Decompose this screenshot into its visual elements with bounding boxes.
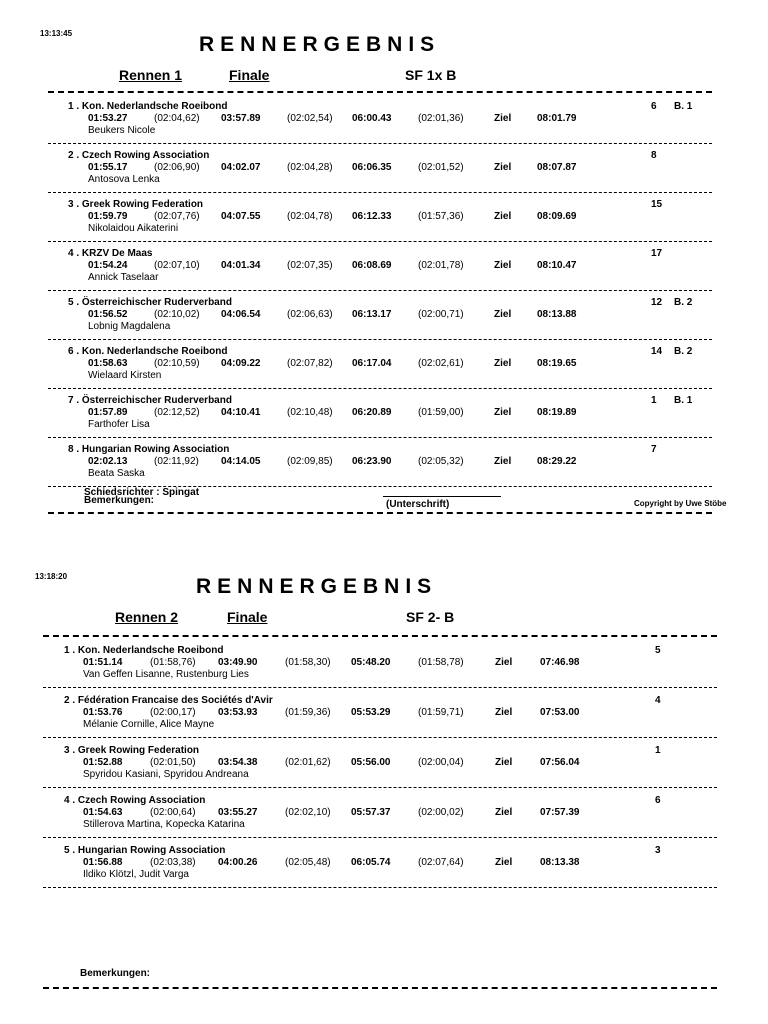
lane-number: 12: [651, 297, 663, 308]
split-pace-500: (02:03,38): [150, 857, 196, 868]
final-time: 08:01.79: [537, 113, 577, 124]
lane-number: 8: [651, 150, 657, 161]
split-pace-500: (02:07,76): [154, 211, 200, 222]
split-time-1000: 04:10.41: [221, 407, 261, 418]
final-time: 07:56.04: [540, 757, 580, 768]
divider: [48, 192, 712, 193]
split-time-1500: 06:13.17: [352, 309, 392, 320]
lane-number: 6: [651, 101, 657, 112]
result-entry: [0, 150, 768, 196]
divider: [43, 737, 717, 738]
race-category: SF 1x B: [405, 67, 457, 83]
split-pace-500: (02:10,02): [154, 309, 200, 320]
divider: [48, 241, 712, 242]
divider: [48, 437, 712, 438]
divider: [48, 290, 712, 291]
divider: [48, 512, 712, 514]
club-name: Kon. Nederlandsche Roeibond: [81, 346, 228, 357]
entry-place: 3: [64, 745, 70, 756]
lane-number: 1: [655, 745, 661, 756]
finish-label: Ziel: [494, 113, 512, 124]
lane-number: 5: [655, 645, 661, 656]
split-time-500: 02:02.13: [88, 456, 128, 467]
result-entry: [0, 346, 768, 392]
split-pace-500: (01:58,76): [150, 657, 196, 668]
split-pace-1500: (01:59,71): [418, 707, 464, 718]
split-pace-1500: (02:02,61): [418, 358, 464, 369]
split-pace-1000: (01:58,30): [285, 657, 331, 668]
split-time-1500: 06:06.35: [352, 162, 392, 173]
result-entry: [0, 645, 768, 691]
entry-club: 4 . Czech Rowing Association: [64, 795, 206, 806]
split-pace-1000: (02:01,62): [285, 757, 331, 768]
split-pace-1500: (02:01,78): [418, 260, 464, 271]
club-name: Österreichischer Ruderverband: [81, 395, 232, 406]
split-time-500: 01:52.88: [83, 757, 123, 768]
club-name: Hungarian Rowing Association: [77, 845, 226, 856]
result-entry: [0, 695, 768, 741]
finish-label: Ziel: [494, 211, 512, 222]
club-name: Czech Rowing Association: [77, 795, 206, 806]
athlete-names: Wielaard Kirsten: [88, 370, 162, 381]
lane-number: 3: [655, 845, 661, 856]
split-pace-1000: (02:04,78): [287, 211, 333, 222]
split-pace-500: (02:01,50): [150, 757, 196, 768]
split-pace-1500: (01:59,00): [418, 407, 464, 418]
athlete-names: Stillerova Martina, Kopecka Katarina: [83, 819, 245, 830]
split-pace-1500: (02:07,64): [418, 857, 464, 868]
split-pace-1500: (01:58,78): [418, 657, 464, 668]
entry-club: 3 . Greek Rowing Federation: [68, 199, 204, 210]
final-time: 07:46.98: [540, 657, 580, 668]
split-time-500: 01:59.79: [88, 211, 128, 222]
entry-club: 5 . Österreichischer Ruderverband: [68, 297, 232, 308]
split-time-1500: 06:20.89: [352, 407, 392, 418]
split-time-1000: 03:57.89: [221, 113, 261, 124]
split-pace-1000: (01:59,36): [285, 707, 331, 718]
print-time: 13:18:20: [35, 572, 68, 581]
entry-club: 5 . Hungarian Rowing Association: [64, 845, 226, 856]
club-name: Greek Rowing Federation: [81, 199, 204, 210]
entry-club: 2 . Czech Rowing Association: [68, 150, 210, 161]
split-time-1500: 06:05.74: [351, 857, 391, 868]
lane-number: 7: [651, 444, 657, 455]
entry-place: 1: [64, 645, 70, 656]
split-time-1500: 06:17.04: [352, 358, 392, 369]
split-pace-1500: (02:00,71): [418, 309, 464, 320]
athlete-names: Mélanie Cornille, Alice Mayne: [83, 719, 215, 730]
referee-label: Schiedsrichter : Spingat: [84, 487, 200, 498]
club-name: Österreichischer Ruderverband: [81, 297, 232, 308]
entry-club: 3 . Greek Rowing Federation: [64, 745, 200, 756]
split-pace-1500: (02:01,36): [418, 113, 464, 124]
split-pace-500: (02:10,59): [154, 358, 200, 369]
result-entry: [0, 395, 768, 441]
split-pace-1000: (02:07,82): [287, 358, 333, 369]
split-pace-1000: (02:04,28): [287, 162, 333, 173]
athlete-names: Lobnig Magdalena: [88, 321, 171, 332]
entry-place: 1: [68, 101, 74, 112]
club-name: Czech Rowing Association: [81, 150, 210, 161]
entry-place: 2: [68, 150, 74, 161]
divider: [48, 91, 712, 93]
split-time-500: 01:54.63: [83, 807, 123, 818]
entry-club: 7 . Österreichischer Ruderverband: [68, 395, 232, 406]
split-time-1500: 05:56.00: [351, 757, 391, 768]
club-name: Kon. Nederlandsche Roeibond: [77, 645, 224, 656]
club-name: Greek Rowing Federation: [77, 745, 200, 756]
divider: [43, 837, 717, 838]
split-time-500: 01:55.17: [88, 162, 128, 173]
remarks-label: Bemerkungen:: [84, 495, 155, 506]
split-time-1500: 05:48.20: [351, 657, 391, 668]
athlete-names: Annick Taselaar: [88, 272, 159, 283]
split-time-1000: 04:07.55: [221, 211, 261, 222]
split-pace-500: (02:00,17): [150, 707, 196, 718]
split-time-1500: 06:23.90: [352, 456, 392, 467]
finish-label: Ziel: [495, 757, 513, 768]
split-time-1000: 03:55.27: [218, 807, 258, 818]
final-time: 08:13.38: [540, 857, 580, 868]
athlete-names: Ildiko Klötzl, Judit Varga: [83, 869, 189, 880]
result-entry: [0, 444, 768, 490]
split-pace-1000: (02:07,35): [287, 260, 333, 271]
print-time: 13:13:45: [40, 29, 73, 38]
divider: [43, 987, 717, 989]
signature-line: [383, 496, 501, 497]
split-pace-500: (02:11,92): [154, 456, 199, 467]
club-name: KRZV De Maas: [81, 248, 153, 259]
entry-club: 2 . Fédération Francaise des Sociétés d'Avir: [64, 695, 273, 706]
final-time: 08:19.65: [537, 358, 577, 369]
finish-label: Ziel: [495, 707, 513, 718]
entry-place: 4: [64, 795, 70, 806]
final-time: 08:19.89: [537, 407, 577, 418]
split-time-500: 01:53.27: [88, 113, 128, 124]
result-entry: [0, 248, 768, 294]
split-pace-500: (02:06,90): [154, 162, 200, 173]
divider: [43, 887, 717, 888]
entry-place: 4: [68, 248, 74, 259]
split-pace-1000: (02:02,54): [287, 113, 333, 124]
split-pace-1500: (02:00,04): [418, 757, 464, 768]
split-time-1000: 04:09.22: [221, 358, 261, 369]
lane-number: 4: [655, 695, 661, 706]
split-pace-1000: (02:06,63): [287, 309, 333, 320]
entry-club: 4 . KRZV De Maas: [68, 248, 153, 259]
split-time-1000: 03:54.38: [218, 757, 258, 768]
entry-club: 1 . Kon. Nederlandsche Roeibond: [68, 101, 228, 112]
split-pace-1500: (02:00,02): [418, 807, 464, 818]
entry-place: 6: [68, 346, 74, 357]
result-entry: [0, 199, 768, 245]
final-time: 08:10.47: [537, 260, 577, 271]
split-time-500: 01:56.52: [88, 309, 128, 320]
club-name: Kon. Nederlandsche Roeibond: [81, 101, 228, 112]
split-time-500: 01:53.76: [83, 707, 123, 718]
athlete-names: Van Geffen Lisanne, Rustenburg Lies: [83, 669, 249, 680]
split-time-1500: 05:53.29: [351, 707, 391, 718]
final-time: 08:07.87: [537, 162, 577, 173]
buoy-note: B. 1: [674, 395, 693, 406]
page-title: RENNERGEBNIS: [199, 33, 441, 56]
page-title: RENNERGEBNIS: [196, 575, 438, 598]
lane-number: 6: [655, 795, 661, 806]
final-time: 07:53.00: [540, 707, 580, 718]
result-entry: [0, 845, 768, 891]
split-time-1500: 05:57.37: [351, 807, 391, 818]
finish-label: Ziel: [494, 407, 512, 418]
race-number: Rennen 1: [119, 67, 183, 83]
split-time-1000: 03:49.90: [218, 657, 258, 668]
athlete-names: Nikolaidou Aikaterini: [88, 223, 179, 234]
entry-club: 1 . Kon. Nederlandsche Roeibond: [64, 645, 224, 656]
result-entry: [0, 745, 768, 791]
entry-place: 2: [64, 695, 70, 706]
divider: [48, 143, 712, 144]
split-pace-1500: (02:01,52): [418, 162, 464, 173]
split-time-500: 01:57.89: [88, 407, 128, 418]
finish-label: Ziel: [494, 162, 512, 173]
signature-label: (Unterschrift): [386, 499, 450, 510]
finish-label: Ziel: [494, 456, 512, 467]
finish-label: Ziel: [494, 260, 512, 271]
lane-number: 14: [651, 346, 663, 357]
final-time: 08:29.22: [537, 456, 577, 467]
entry-place: 3: [68, 199, 74, 210]
entry-club: 8 . Hungarian Rowing Association: [68, 444, 230, 455]
athlete-names: Spyridou Kasiani, Spyridou Andreana: [83, 769, 249, 780]
race-stage: Finale: [229, 67, 270, 83]
split-time-1500: 06:08.69: [352, 260, 392, 271]
entry-place: 5: [64, 845, 70, 856]
buoy-note: B. 2: [674, 346, 693, 357]
entry-place: 8: [68, 444, 74, 455]
split-time-1000: 04:02.07: [221, 162, 261, 173]
split-pace-500: (02:12,52): [154, 407, 200, 418]
buoy-note: B. 2: [674, 297, 693, 308]
split-pace-500: (02:07,10): [154, 260, 200, 271]
split-time-1000: 04:00.26: [218, 857, 258, 868]
lane-number: 1: [651, 395, 657, 406]
divider: [43, 687, 717, 688]
split-pace-1000: (02:05,48): [285, 857, 331, 868]
split-time-1000: 04:01.34: [221, 260, 261, 271]
split-time-1500: 06:00.43: [352, 113, 392, 124]
split-time-500: 01:56.88: [83, 857, 123, 868]
entry-place: 5: [68, 297, 74, 308]
entry-club: 6 . Kon. Nederlandsche Roeibond: [68, 346, 228, 357]
split-time-500: 01:51.14: [83, 657, 123, 668]
divider: [48, 339, 712, 340]
result-entry: [0, 297, 768, 343]
finish-label: Ziel: [494, 358, 512, 369]
final-time: 07:57.39: [540, 807, 580, 818]
divider: [43, 635, 717, 637]
athlete-names: Beata Saska: [88, 468, 145, 479]
split-pace-1000: (02:10,48): [287, 407, 333, 418]
split-time-1500: 06:12.33: [352, 211, 392, 222]
club-name: Fédération Francaise des Sociétés d'Avir: [77, 695, 273, 706]
buoy-note: B. 1: [674, 101, 693, 112]
lane-number: 17: [651, 248, 663, 259]
final-time: 08:09.69: [537, 211, 577, 222]
split-pace-500: (02:04,62): [154, 113, 200, 124]
copyright: Copyright by Uwe Stöbe: [634, 499, 727, 508]
split-time-1000: 03:53.93: [218, 707, 258, 718]
finish-label: Ziel: [495, 807, 513, 818]
finish-label: Ziel: [495, 857, 513, 868]
split-time-1000: 04:14.05: [221, 456, 261, 467]
divider: [48, 388, 712, 389]
split-pace-1000: (02:02,10): [285, 807, 331, 818]
athlete-names: Farthofer Lisa: [88, 419, 150, 430]
split-time-500: 01:58.63: [88, 358, 128, 369]
split-pace-1000: (02:09,85): [287, 456, 333, 467]
race-number: Rennen 2: [115, 609, 179, 625]
final-time: 08:13.88: [537, 309, 577, 320]
result-entry: [0, 795, 768, 841]
athlete-names: Beukers Nicole: [88, 125, 156, 136]
lane-number: 15: [651, 199, 663, 210]
split-pace-500: (02:00,64): [150, 807, 196, 818]
split-time-500: 01:54.24: [88, 260, 128, 271]
split-time-1000: 04:06.54: [221, 309, 261, 320]
club-name: Hungarian Rowing Association: [81, 444, 230, 455]
finish-label: Ziel: [494, 309, 512, 320]
race-category: SF 2- B: [406, 609, 455, 625]
finish-label: Ziel: [495, 657, 513, 668]
split-pace-1500: (01:57,36): [418, 211, 464, 222]
remarks-label: Bemerkungen:: [80, 968, 151, 979]
entry-place: 7: [68, 395, 74, 406]
athlete-names: Antosova Lenka: [88, 174, 160, 185]
result-entry: [0, 101, 768, 147]
split-pace-1500: (02:05,32): [418, 456, 464, 467]
divider: [43, 787, 717, 788]
race-stage: Finale: [227, 609, 268, 625]
